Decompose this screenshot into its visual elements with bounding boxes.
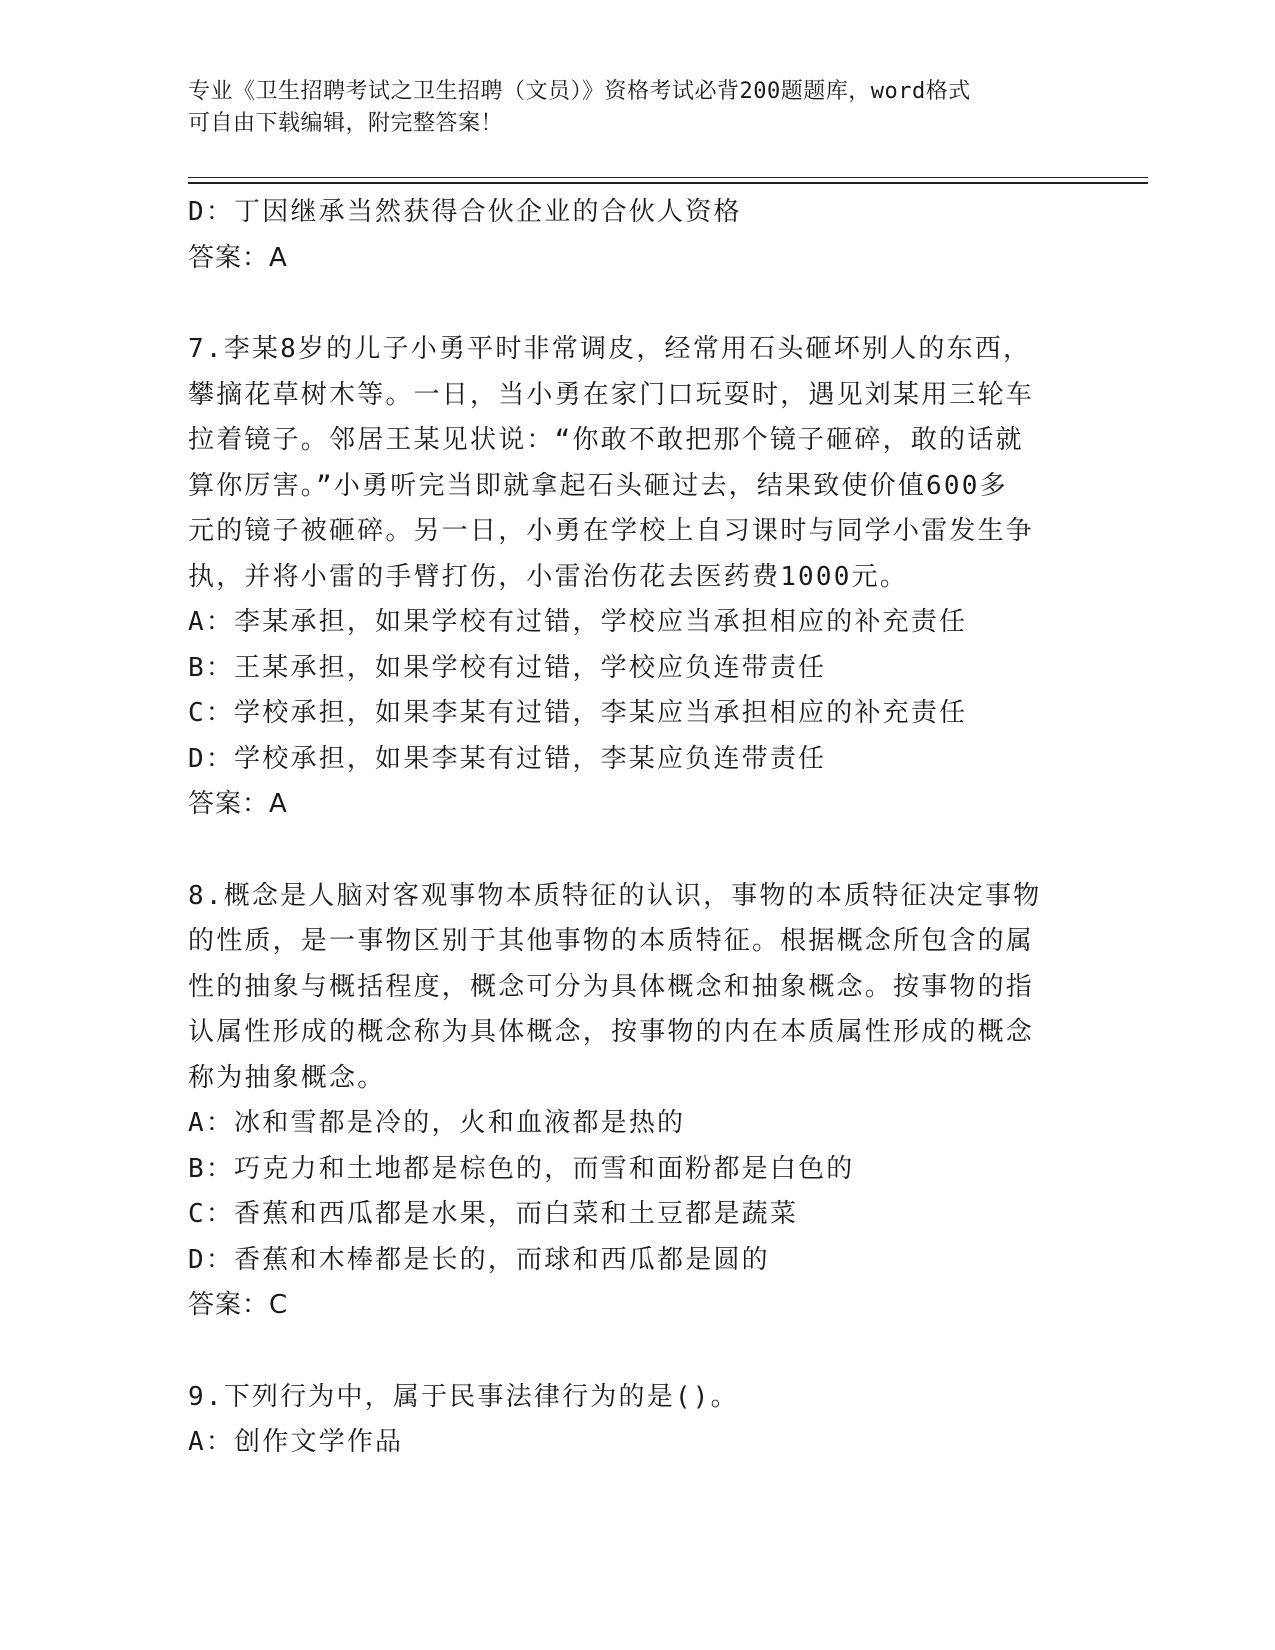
- question-stem-line: 认属性形成的概念称为具体概念，按事物的内在本质属性形成的概念: [188, 1017, 1035, 1047]
- option-a: A：创作文学作品: [188, 1427, 404, 1457]
- question-stem-line: 元的镜子被砸碎。另一日，小勇在学校上自习课时与同学小雷发生争: [188, 516, 1035, 546]
- option-c: C：香蕉和西瓜都是水果，而白菜和土豆都是蔬菜: [188, 1199, 799, 1229]
- question-stem-line: 9.下列行为中，属于民事法律行为的是()。: [188, 1381, 739, 1412]
- header-line-1: 专业《卫生招聘考试之卫生招聘（文员）》资格考试必背200题题库，word格式: [188, 79, 971, 104]
- spacer: [188, 281, 1068, 327]
- question-8: [188, 874, 1068, 1329]
- question-9: [188, 1375, 1068, 1466]
- question-stem-line: 执，并将小雷的手臂打伤，小雷治伤花去医药费1000元。: [188, 561, 909, 592]
- question-stem-line: 7.李某8岁的儿子小勇平时非常调皮，经常用石头砸坏别人的东西，: [188, 334, 1032, 364]
- question-stem-line: 性的抽象与概括程度，概念可分为具体概念和抽象概念。按事物的指: [188, 971, 1035, 1002]
- question-stem-line: 称为抽象概念。: [188, 1062, 386, 1093]
- option-a: A：冰和雪都是冷的，火和血液都是热的: [188, 1108, 686, 1138]
- question-stem-line: 8.概念是人脑对客观事物本质特征的认识，事物的本质特征决定事物: [188, 880, 1042, 911]
- question-stem-line: 算你厉害。”小勇听完当即就拿起石头砸过去，结果致使价值600多: [188, 470, 1008, 501]
- question-6-tail: [188, 190, 1068, 281]
- option-d: D：学校承担，如果李某有过错，李某应负连带责任: [188, 743, 827, 774]
- question-stem-line: 攀摘花草树木等。一日，当小勇在家门口玩耍时，遇见刘某用三轮车: [188, 379, 1035, 410]
- answer: 答案：A: [188, 789, 288, 819]
- question-stem-line: 拉着镜子。邻居王某见状说：“你敢不敢把那个镜子砸碎，敢的话就: [188, 425, 1024, 455]
- question-content: [188, 190, 1068, 1466]
- header-line-2: 可自由下载编辑，附完整答案！: [188, 111, 504, 136]
- answer: 答案：A: [188, 242, 288, 273]
- option-b: B：巧克力和土地都是棕色的，而雪和面粉都是白色的: [188, 1153, 855, 1184]
- option-c: C：学校承担，如果李某有过错，李某应当承担相应的补充责任: [188, 698, 968, 728]
- question-stem-line: 的性质，是一事物区别于其他事物的本质特征。根据概念所包含的属: [188, 926, 1035, 956]
- option-a: A：李某承担，如果学校有过错，学校应当承担相应的补充责任: [188, 607, 968, 637]
- option-d: D：香蕉和木棒都是长的，而球和西瓜都是圆的: [188, 1244, 770, 1275]
- spacer: [188, 1329, 1068, 1375]
- option-b: B：王某承担，如果学校有过错，学校应负连带责任: [188, 652, 827, 683]
- question-7: [188, 327, 1068, 828]
- answer: 答案：C: [188, 1290, 289, 1320]
- header-rule-thick: [188, 182, 1148, 184]
- spacer: [188, 828, 1068, 874]
- header-rule-thin: [188, 177, 1148, 178]
- option-d: D：丁因继承当然获得合伙企业的合伙人资格: [188, 197, 742, 227]
- page-header: [188, 76, 1068, 140]
